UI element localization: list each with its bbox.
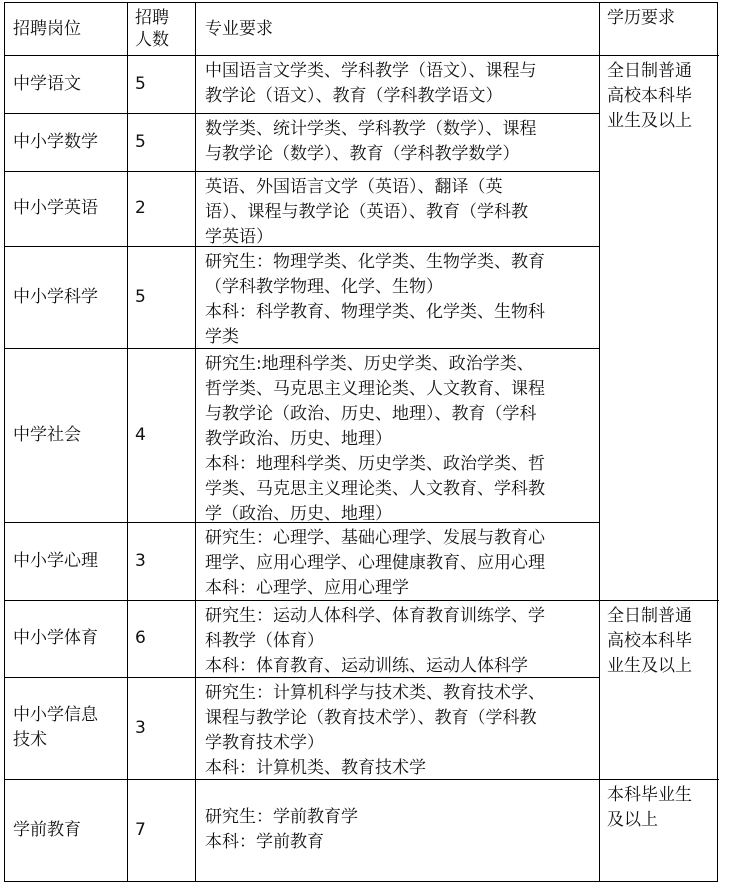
- hiring-count: 3: [135, 550, 146, 571]
- count-cell: [135, 600, 195, 677]
- major-cell: [205, 779, 595, 881]
- header-count-line: 招聘: [135, 8, 169, 28]
- major-line: 中国语言文学类、学科教学（语文）、课程与: [205, 61, 537, 81]
- count-cell: [135, 522, 195, 600]
- position-cell: [13, 171, 129, 246]
- education-cell: [607, 600, 713, 779]
- education-line: 全日制普通: [607, 61, 692, 81]
- header-education: [607, 3, 713, 55]
- position-name: 中小学科学: [13, 286, 98, 307]
- major-line: 研究生：计算机科学与技术类、教育技术学、: [205, 683, 545, 703]
- major-line: 本科：计算机类、教育技术学: [205, 758, 426, 778]
- hiring-count: 5: [135, 73, 146, 94]
- major-line: 学英语）: [205, 227, 273, 247]
- header-major-text: 专业要求: [205, 19, 273, 39]
- major-line: 研究生：心理学、基础心理学、发展与教育心: [205, 528, 545, 548]
- header-position: [13, 3, 129, 55]
- education-cell: [607, 779, 713, 881]
- major-cell: [205, 600, 595, 677]
- hiring-count: 3: [135, 717, 146, 738]
- hiring-count: 5: [135, 131, 146, 152]
- position-name: 技术: [13, 730, 47, 750]
- position-name: 中小学数学: [13, 131, 98, 152]
- hiring-count: 7: [135, 819, 146, 840]
- header-position-text: 招聘岗位: [13, 19, 81, 39]
- position-cell: [13, 348, 129, 522]
- column-divider: [599, 3, 600, 881]
- major-line: 本科：学前教育: [205, 832, 324, 852]
- major-line: 课程与教学论（教育技术学）、教育（学科教: [205, 708, 537, 728]
- major-line: 研究生：学前教育学: [205, 807, 358, 827]
- education-cell: [607, 55, 713, 600]
- major-line: 研究生：运动人体科学、体育教育训练学、学: [205, 606, 545, 626]
- major-cell: [205, 677, 595, 779]
- count-cell: [135, 55, 195, 113]
- position-cell: [13, 522, 129, 600]
- column-divider: [195, 3, 196, 881]
- header-count-line: 人数: [135, 30, 169, 50]
- count-cell: [135, 348, 195, 522]
- position-cell: [13, 677, 129, 779]
- major-line: 本科：体育教育、运动训练、运动人体科学: [205, 656, 528, 676]
- major-line: 本科：科学教育、物理学类、化学类、生物科: [205, 302, 545, 322]
- hiring-count: 4: [135, 424, 146, 445]
- major-line: 与教学论（政治、历史、地理）、教育（学科: [205, 404, 537, 424]
- education-line: 全日制普通: [607, 606, 692, 626]
- major-line: 研究生:地理科学类、历史学类、政治学类、: [205, 354, 534, 374]
- major-cell: [205, 113, 595, 171]
- position-cell: [13, 113, 129, 171]
- count-cell: [135, 677, 195, 779]
- count-cell: [135, 779, 195, 881]
- major-line: 本科：地理科学类、历史学类、政治学类、哲: [205, 454, 545, 474]
- major-line: 数学类、统计学类、学科教学（数学）、课程: [205, 119, 537, 139]
- education-line: 高校本科毕: [607, 631, 692, 651]
- position-name: 中小学心理: [13, 550, 98, 571]
- position-name: 中小学英语: [13, 198, 98, 218]
- major-line: 学（政治、历史、地理）: [205, 504, 392, 524]
- major-line: 与教学论（数学）、教育（学科教学数学）: [205, 144, 520, 164]
- major-cell: [205, 348, 595, 522]
- major-line: 语）、课程与教学论（英语）、教育（学科教: [205, 202, 528, 222]
- major-line: 教学论（语文）、教育（学科教学语文）: [205, 86, 503, 106]
- major-cell: [205, 522, 595, 600]
- hiring-count: 5: [135, 286, 146, 307]
- position-name: 中小学信息: [13, 705, 98, 725]
- position-name: 中学社会: [13, 424, 81, 445]
- major-line: 理学、应用心理学、心理健康教育、应用心理: [205, 553, 545, 573]
- education-line: 及以上: [607, 810, 658, 830]
- education-line: 高校本科毕: [607, 86, 692, 106]
- hiring-count: 6: [135, 628, 146, 648]
- count-cell: [135, 246, 195, 348]
- position-name: 学前教育: [13, 819, 81, 840]
- position-cell: [13, 779, 129, 881]
- position-cell: [13, 55, 129, 113]
- major-line: 研究生：物理学类、化学类、生物学类、教育: [205, 252, 545, 272]
- position-cell: [13, 600, 129, 677]
- count-cell: [135, 113, 195, 171]
- major-line: 英语、外国语言文学（英语）、翻译（英: [205, 177, 503, 197]
- major-line: 学类、马克思主义理论类、人文教育、学科教: [205, 479, 545, 499]
- position-name: 中小学体育: [13, 628, 98, 648]
- education-line: 业生及以上: [607, 111, 692, 131]
- major-line: 本科：心理学、应用心理学: [205, 578, 409, 598]
- position-cell: [13, 246, 129, 348]
- header-education-text: 学历要求: [607, 8, 675, 28]
- position-name: 中学语文: [13, 73, 81, 94]
- major-line: 教学政治、历史、地理）: [205, 429, 392, 449]
- major-line: （学科教学物理、化学、生物）: [205, 277, 443, 297]
- major-line: 学类: [205, 327, 239, 347]
- major-cell: [205, 171, 595, 246]
- recruitment-table: [4, 2, 718, 882]
- education-line: 业生及以上: [607, 656, 692, 676]
- header-major: [205, 3, 595, 55]
- major-line: 科教学（体育）: [205, 631, 324, 651]
- major-line: 哲学类、马克思主义理论类、人文教育、课程: [205, 379, 545, 399]
- major-cell: [205, 246, 595, 348]
- major-line: 学教育技术学）: [205, 733, 324, 753]
- major-cell: [205, 55, 595, 113]
- count-cell: [135, 171, 195, 246]
- hiring-count: 2: [135, 198, 146, 218]
- header-count: [135, 3, 195, 55]
- education-line: 本科毕业生: [607, 785, 692, 805]
